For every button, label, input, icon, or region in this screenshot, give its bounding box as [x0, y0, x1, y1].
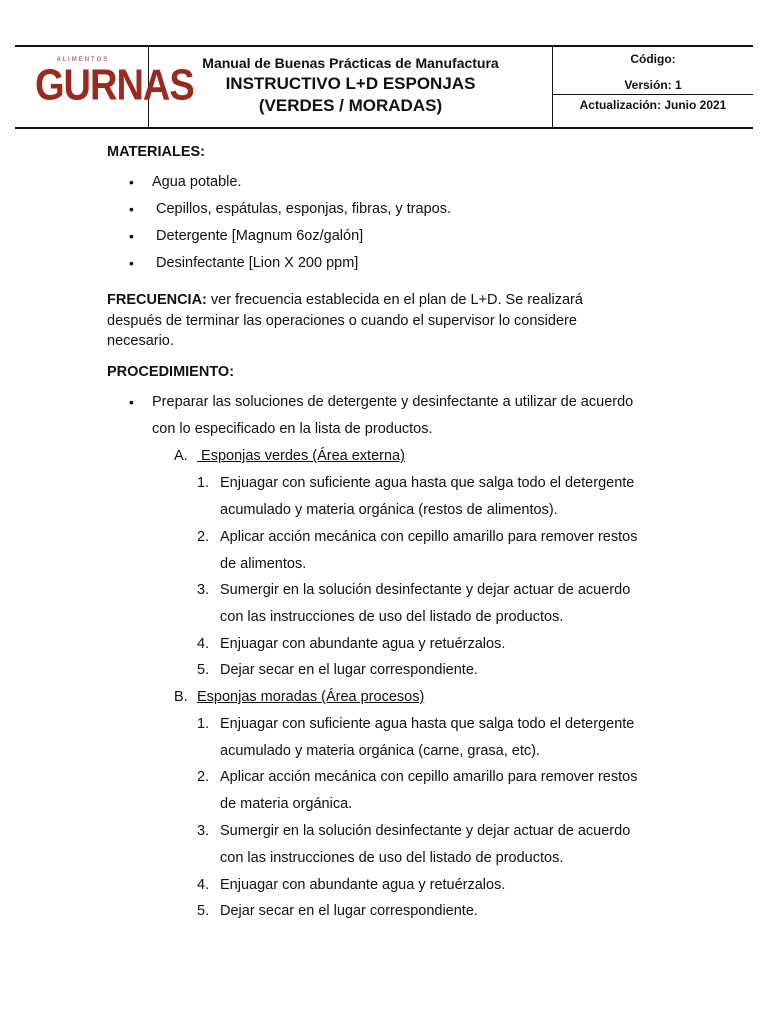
brand-tagline: ALIMENTOS: [56, 57, 110, 63]
manual-title: Manual de Buenas Prácticas de Manufactura: [202, 55, 499, 71]
section-title: Esponjas moradas (Área procesos): [197, 689, 425, 705]
materials-heading: MATERIALES:: [107, 144, 206, 160]
document-title: [149, 73, 552, 117]
section-title: Esponjas verdes (Área externa): [197, 448, 405, 464]
step-text: con las instrucciones de uso del listado de productos.: [220, 609, 564, 625]
meta-cell: [553, 47, 753, 127]
materials-item: Agua potable.: [152, 174, 242, 190]
title-cell: [149, 47, 553, 127]
step-text: Enjuagar con suficiente agua hasta que salga todo el detergente: [220, 475, 635, 491]
procedure-intro: con lo especificado en la lista de productos.: [152, 421, 433, 437]
document-title-line2: (VERDES / MORADAS): [258, 96, 443, 115]
step-text: de alimentos.: [220, 556, 307, 572]
step-number: 3.: [197, 823, 210, 839]
procedure-intro: Preparar las soluciones de detergente y desinfectante a utilizar de acuerdo: [152, 394, 634, 410]
step-text: de materia orgánica.: [220, 796, 353, 812]
bullet: •: [129, 174, 134, 190]
bullet: •: [129, 255, 134, 271]
frequency-text: ver frecuencia establecida en el plan de L+D. Se realizará: [206, 292, 583, 308]
step-number: 2.: [197, 529, 210, 545]
brand-logo: GURNAS: [35, 61, 194, 111]
frequency-label: FRECUENCIA:: [107, 292, 207, 308]
frequency-text: necesario.: [107, 333, 174, 349]
step-text: Sumergir en la solución desinfectante y dejar actuar de acuerdo: [220, 582, 631, 598]
logo-cell: [15, 47, 194, 127]
step-text: Enjuagar con abundante agua y retuérzalos.: [220, 877, 506, 893]
update-label: Actualización: Junio 2021: [579, 98, 727, 112]
step-number: 1.: [197, 475, 210, 491]
step-number: 1.: [197, 716, 210, 732]
step-text: Dejar secar en el lugar correspondiente.: [220, 903, 478, 919]
step-text: acumulado y materia orgánica (restos de alimentos).: [220, 502, 558, 518]
step-text: Aplicar acción mecánica con cepillo amarillo para remover restos: [220, 529, 638, 545]
step-number: 2.: [197, 769, 210, 785]
bullet: •: [129, 394, 134, 410]
document-header: [15, 45, 753, 129]
materials-item: Cepillos, espátulas, esponjas, fibras, y trapos.: [156, 201, 451, 217]
procedure-heading: PROCEDIMIENTO:: [107, 364, 235, 380]
document-title-line1: INSTRUCTIVO L+D ESPONJAS: [225, 74, 476, 93]
bullet: •: [129, 201, 134, 217]
bullet: •: [129, 228, 134, 244]
step-number: 5.: [197, 903, 210, 919]
step-text: con las instrucciones de uso del listado de productos.: [220, 850, 564, 866]
step-text: acumulado y materia orgánica (carne, grasa, etc).: [220, 743, 540, 759]
step-text: Enjuagar con suficiente agua hasta que salga todo el detergente: [220, 716, 635, 732]
materials-item: Detergente [Magnum 6oz/galón]: [156, 228, 364, 244]
step-text: Enjuagar con abundante agua y retuérzalos.: [220, 636, 506, 652]
step-number: 4.: [197, 877, 210, 893]
meta-divider: [553, 94, 753, 95]
frequency-text: después de terminar las operaciones o cuando el supervisor lo considere: [107, 312, 577, 329]
materials-item: Desinfectante [Lion X 200 ppm]: [156, 255, 359, 271]
section-letter: B.: [174, 689, 188, 705]
code-label: Código:: [630, 52, 676, 66]
step-number: 3.: [197, 582, 210, 598]
section-letter: A.: [174, 448, 188, 464]
step-number: 5.: [197, 662, 210, 678]
step-text: Dejar secar en el lugar correspondiente.: [220, 662, 478, 678]
version-label: Versión: 1: [624, 78, 682, 92]
frequency-paragraph: [107, 290, 583, 352]
step-text: Sumergir en la solución desinfectante y dejar actuar de acuerdo: [220, 823, 631, 839]
step-number: 4.: [197, 636, 210, 652]
step-text: Aplicar acción mecánica con cepillo amarillo para remover restos: [220, 769, 638, 785]
